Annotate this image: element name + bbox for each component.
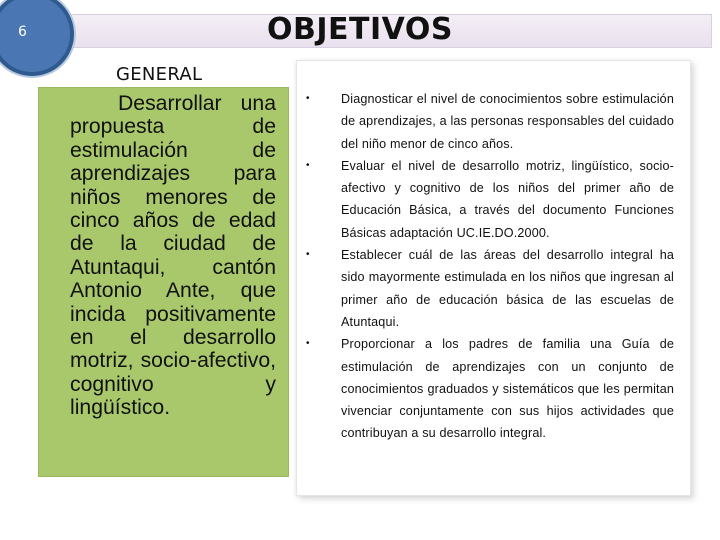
bullet-icon: • (306, 249, 310, 261)
list-item-text: Proporcionar a los padres de familia una Guía de estimulación de aprendizajes con un conjunto de conocimientos graduados y sistemáticos que les permitan vivenciar conjuntamente con sus hijos actividades que contribuyan a su desarrollo integral. (341, 337, 674, 441)
list-item-text: Establecer cuál de las áreas del desarrollo integral ha sido mayormente estimulada en los niños que ingresan al primer año de educación básica de las escuelas de Atuntaqui. (341, 248, 674, 329)
slide-title: OBJETIVOS (267, 12, 453, 47)
list-item (306, 333, 674, 444)
bullet-icon: • (306, 159, 310, 171)
list-item-text: Evaluar el nivel de desarrollo motriz, lingüístico, socio-afectivo y cognitivo de los niños del primer año de Educación Básica, a través del documento Funciones Básicas adaptación UC.IE.DO.2000. (341, 158, 674, 240)
list-item-text: Diagnosticar el nivel de conocimientos sobre estimulación de aprendizajes, a las personas responsables del cuidado del niño menor de cinco años. (341, 92, 674, 151)
list-item (306, 88, 674, 155)
bullet-icon: • (306, 93, 310, 104)
bullet-icon: • (306, 338, 310, 350)
general-heading: GENERAL (116, 64, 203, 85)
slide-number-badge (0, 0, 74, 76)
specific-objectives-list (306, 88, 674, 445)
slide-number: 6 (18, 24, 27, 40)
list-item (306, 244, 674, 333)
list-item (306, 155, 674, 244)
general-objective-text: Desarrollar una propuesta de estimulación de aprendizajes para niños menores de cinco años de edad de la ciudad de Atuntaqui, cantón Antonio Ante, que incida positivamente en el desarrollo motriz, socio-afectivo, cognitivo y lingüístico. (70, 92, 276, 420)
